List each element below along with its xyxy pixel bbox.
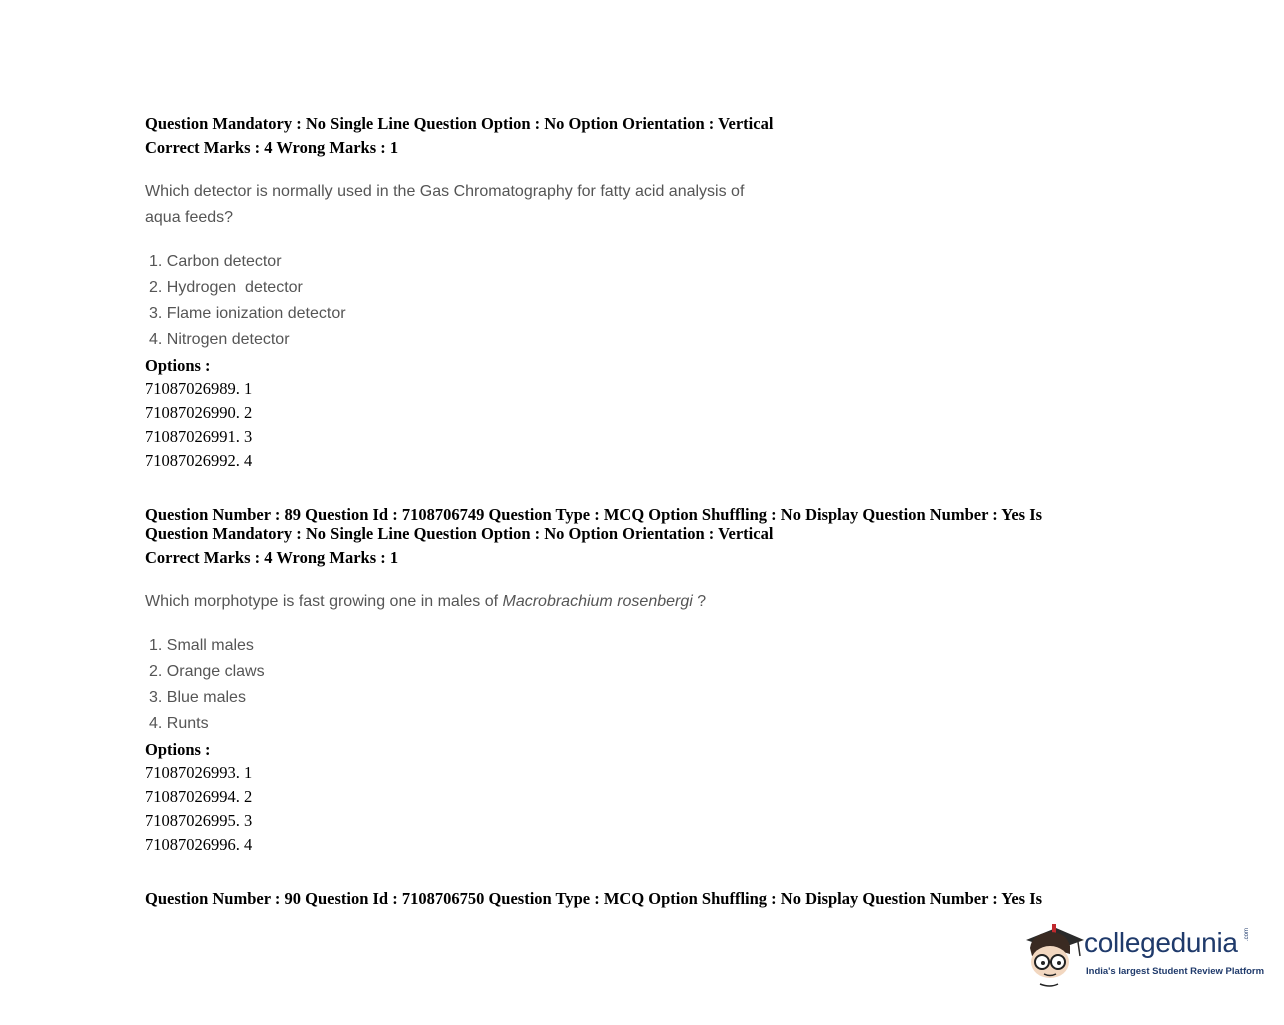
question-text-part: Which morphotype is fast growing one in males of [145,593,503,610]
option-id: 71087026994. 2 [145,787,253,806]
options-label: Options : [145,356,211,375]
question-meta-line: Question Number : 89 Question Id : 7108706749 Question Type : MCQ Option Shuffling : No Display Question Number : Yes Is [145,505,1043,524]
question-meta-line: Question Mandatory : No Single Line Question Option : No Option Orientation : Vertical [145,524,774,543]
question-marks: Correct Marks : 4 Wrong Marks : 1 [145,548,399,567]
option-id: 71087026992. 4 [145,451,253,470]
answer-choice: 1. Carbon detector [149,253,282,270]
logo-domain-suffix: .com [1244,927,1250,941]
option-id: 71087026996. 4 [145,835,253,854]
answer-choice: 3. Flame ionization detector [149,305,346,322]
options-label: Options : [145,740,211,759]
question-text [145,589,706,615]
question-text-line: Which detector is normally used in the Gas Chromatography for fatty acid analysis of [145,183,745,200]
question-text [145,179,744,231]
option-id: 71087026990. 2 [145,403,253,422]
answer-choice: 4. Runts [149,715,209,732]
logo-tagline: India's largest Student Review Platform [1086,966,1265,977]
option-id: 71087026993. 1 [145,763,253,782]
option-id: 71087026991. 3 [145,427,253,446]
question-text-part: ? [692,593,707,610]
question-meta-line: Question Mandatory : No Single Line Question Option : No Option Orientation : Vertical [145,114,774,133]
option-id: 71087026995. 3 [145,811,253,830]
question-text-line: aqua feeds? [145,209,234,226]
question-marks: Correct Marks : 4 Wrong Marks : 1 [145,138,399,157]
question-meta-line: Question Number : 90 Question Id : 7108706750 Question Type : MCQ Option Shuffling : No Display Question Number : Yes Is [145,889,1043,908]
answer-choice: 4. Nitrogen detector [149,331,290,348]
collegedunia-logo [1022,918,1265,990]
answer-choice: 3. Blue males [149,689,246,706]
answer-choice: 2. Hydrogen detector [149,279,303,296]
answer-choice: 1. Small males [149,637,254,654]
mascot-icon [1022,918,1084,990]
logo-wordmark: collegedunia [1084,927,1238,958]
option-id: 71087026989. 1 [145,379,253,398]
answer-choice: 2. Orange claws [149,663,265,680]
species-name: Macrobrachium rosenbergi [502,593,693,610]
